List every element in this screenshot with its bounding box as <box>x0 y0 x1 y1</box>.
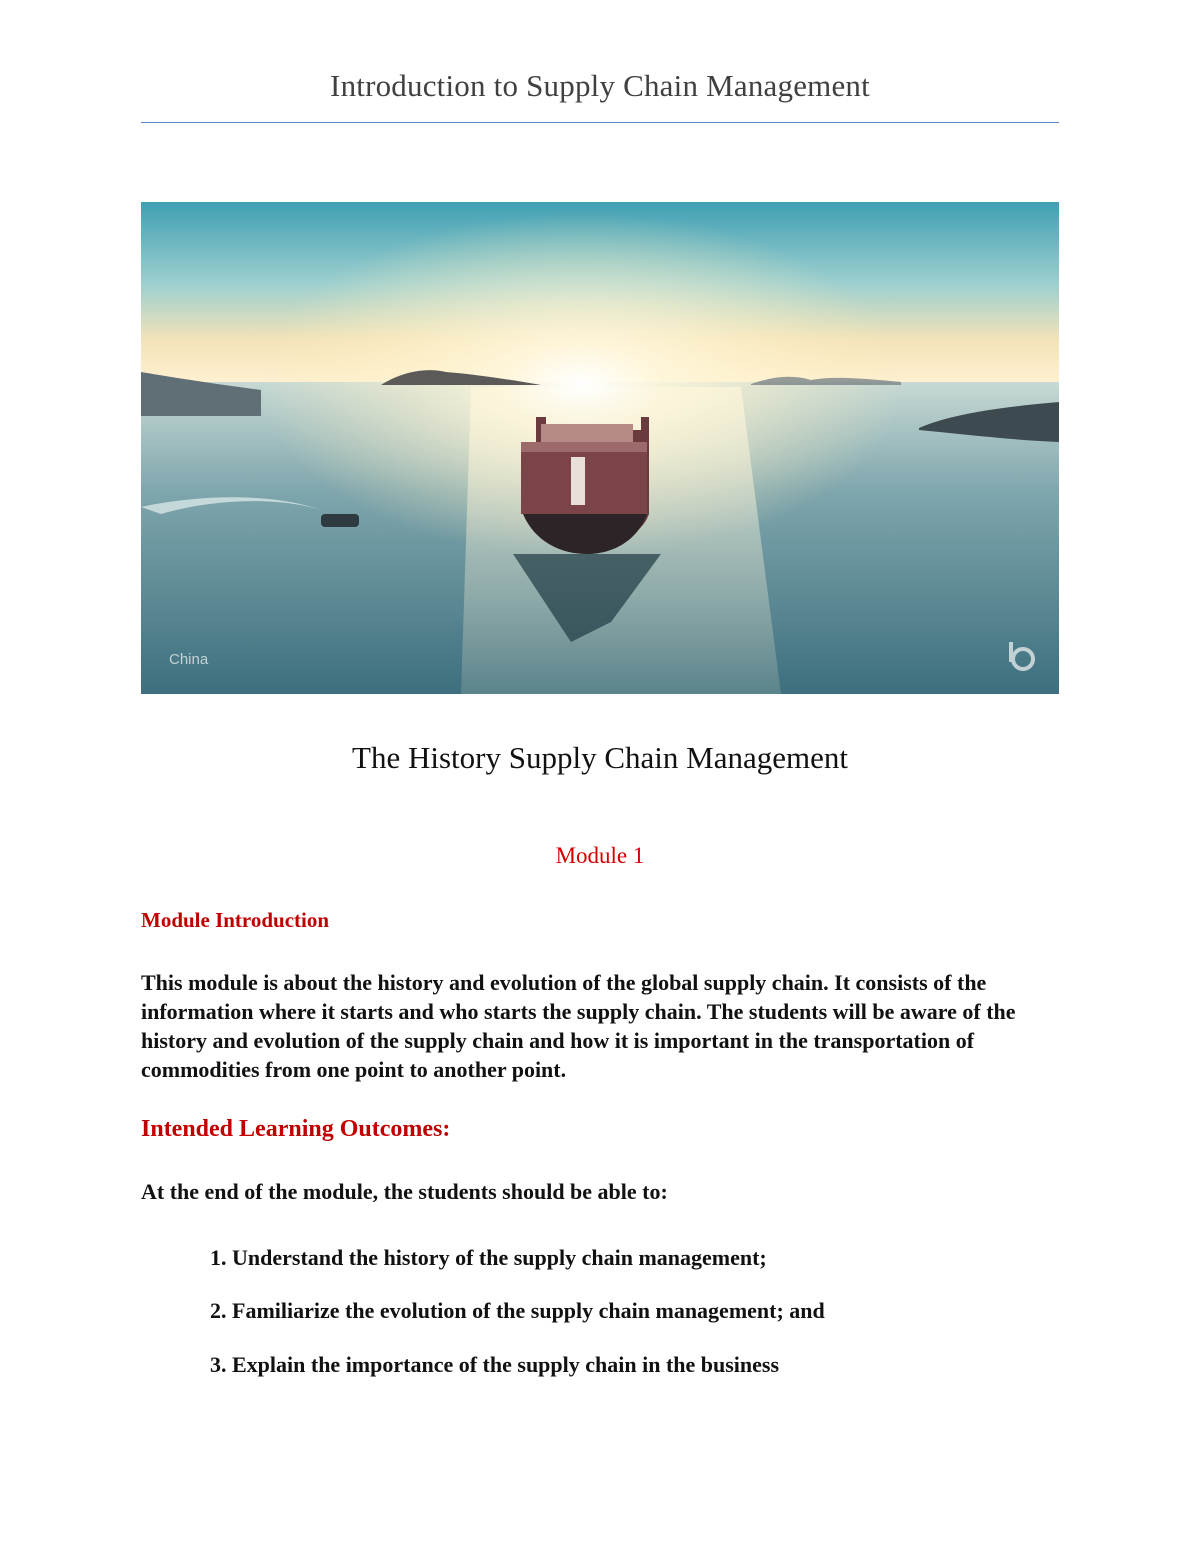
page-header: Introduction to Supply Chain Management <box>330 68 870 103</box>
module-label: Module 1 <box>555 843 645 868</box>
outcome-item: 2. Familiarize the evolution of the supply chain management; and <box>210 1298 825 1323</box>
learning-outcomes-heading: Intended Learning Outcomes: <box>141 1116 451 1142</box>
image-caption: China <box>169 651 209 668</box>
intro-paragraph: This module is about the history and evolution of the global supply chain. It consists of the information where it starts and who starts the supply chain. The students will be aware of the history and evolution of the supply chain and how it is important in the transportation of commodities from one point to another point. <box>141 970 1016 1082</box>
module-introduction-heading: Module Introduction <box>141 908 330 932</box>
outcome-item: 1. Understand the history of the supply chain management; <box>210 1245 767 1270</box>
outcomes-lead-text: At the end of the module, the students should be able to: <box>141 1179 668 1204</box>
header-rule <box>141 122 1059 123</box>
cover-image <box>141 202 1059 694</box>
outcome-item: 3. Explain the importance of the supply chain in the business <box>210 1352 780 1377</box>
document-title: The History Supply Chain Management <box>352 740 848 775</box>
